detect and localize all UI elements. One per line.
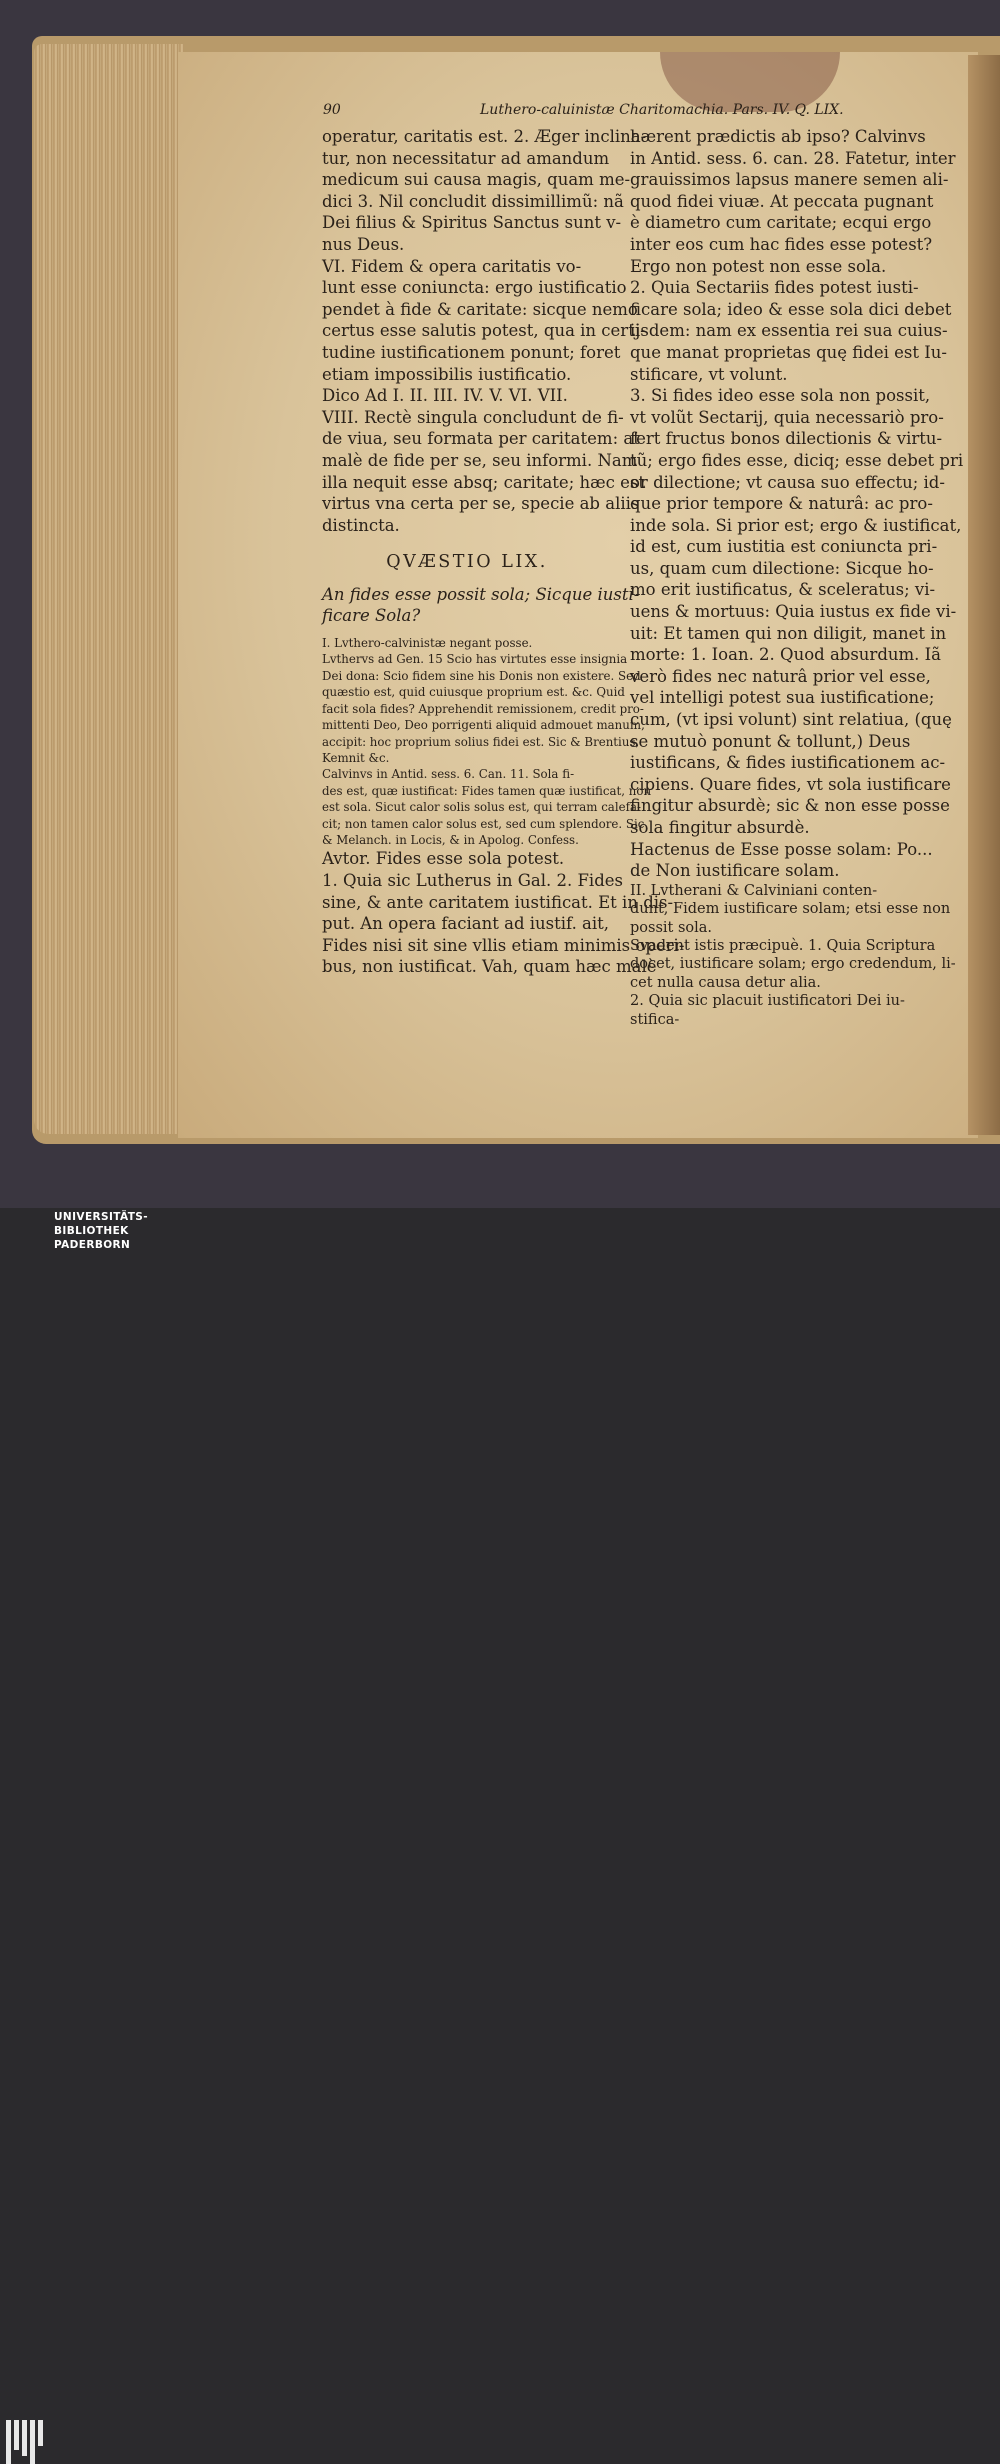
small-text-line: Dei dona: Scio fidem sine his Donis non existere. Sed: [322, 668, 641, 683]
text-line: Avtor. Fides esse sola potest.: [322, 849, 565, 869]
text-line: dici 3. Nil concludit dissimillimũ: nã: [322, 191, 624, 211]
text-line: cum, (vt ipsi volunt) sint relatiua, (quę: [630, 710, 952, 730]
mid-text-line: 2. Quia sic placuit iustificatori Dei iu-: [630, 993, 905, 1010]
text-line: put. An opera faciant ad iustif. ait,: [322, 914, 610, 934]
text-line: Ergo non potest non esse sola.: [630, 256, 887, 276]
library-name-line1: UNIVERSITÄTS-: [54, 1211, 149, 1223]
mid-text-line: cet nulla causa detur alia.: [630, 974, 821, 991]
left-column: [322, 126, 685, 978]
text-line: medicum sui causa magis, quam me-: [322, 170, 631, 190]
small-text-line: Kemnit &c.: [322, 750, 390, 765]
text-line: uens & mortuus: Quia iustus ex fide vi-: [630, 602, 957, 622]
text-line: ficare sola; ideo & esse sola dici debet: [630, 299, 952, 319]
small-text-line: quæstio est, quid cuiusque proprium est. &c. Quid: [322, 685, 625, 700]
scanned-book-image: [0, 0, 1000, 1208]
small-text-line: cit; non tamen calor solus est, sed cum splendore. Sic: [322, 816, 645, 831]
text-line: grauissimos lapsus manere semen ali-: [630, 170, 949, 190]
text-line: or dilectione; vt causa suo effectu; id-: [630, 472, 945, 492]
text-line: malè de fide per se, seu informi. Nam: [322, 450, 638, 470]
text-line: VI. Fidem & opera caritatis vo-: [322, 256, 582, 276]
small-text-line: mittenti Deo, Deo porrigenti aliquid admouet manum,: [322, 718, 645, 733]
text-line: fert fructus bonos dilectionis & virtu-: [630, 429, 943, 449]
mid-text-line: possit sola.: [630, 919, 713, 936]
text-line: è diametro cum caritate; ecqui ergo: [630, 213, 932, 233]
text-line: Fides nisi sit sine vllis etiam minimis operi-: [322, 935, 685, 955]
text-line: distincta.: [322, 515, 400, 535]
text-line: ijsdem: nam ex essentia rei sua cuius-: [630, 321, 948, 341]
library-name-line3: PADERBORN: [54, 1239, 131, 1251]
mid-text-line: stifica-: [630, 1011, 680, 1028]
right-column: [630, 126, 964, 1029]
text-line: tudine iustificationem ponunt; foret: [322, 342, 621, 362]
text-line: Dico Ad I. II. III. IV. V. VI. VII.: [322, 386, 568, 406]
text-line: inde sola. Si prior est; ergo & iustificat,: [630, 515, 962, 535]
small-text-line: facit sola fides? Apprehendit remissionem, credit pro-: [322, 701, 644, 716]
text-line: verò fides nec naturâ prior vel esse,: [630, 666, 931, 686]
text-line: VIII. Rectè singula concludunt de fi-: [322, 407, 624, 427]
small-text-line: Calvinvs in Antid. sess. 6. Can. 11. Sola fi-: [322, 767, 575, 782]
small-text-line: I. Lvthero-calvinistæ negant posse.: [322, 636, 533, 651]
text-line: mo erit iustificatus, & sceleratus; vi-: [630, 580, 936, 600]
text-line: iustificans, & fides iustificationem ac-: [630, 753, 946, 773]
text-line: sola fingitur absurdè.: [630, 818, 810, 837]
text-line: 3. Si fides ideo esse sola non possit,: [630, 386, 931, 406]
question-subtitle-line: ficare Sola?: [322, 606, 421, 626]
page-number: 90: [323, 102, 341, 118]
small-text-line: & Melanch. in Locis, & in Apolog. Confess.: [322, 832, 579, 847]
question-subtitle-line: An fides esse possit sola; Sicque iusti-: [322, 584, 640, 604]
text-line: Dei filius & Spiritus Sanctus sunt v-: [322, 213, 622, 233]
text-line: id est, cum iustitia est coniuncta pri-: [630, 537, 938, 557]
text-line: stificare, vt volunt.: [630, 364, 788, 384]
text-line: illa nequit esse absq; caritate; hæc est: [322, 472, 645, 492]
text-line: vt volũt Sectarij, quia necessariò pro-: [630, 407, 944, 427]
text-line: certus esse salutis potest, qua in certi-: [322, 321, 646, 341]
text-line: us, quam cum dilectione: Sicque ho-: [630, 558, 934, 578]
small-text-line: accipit: hoc proprium solius fidei est. Sic & Brentius,: [322, 734, 640, 749]
text-line: uit: Et tamen qui non diligit, manet in: [630, 623, 947, 643]
text-line: 1. Quia sic Lutherus in Gal. 2. Fides: [322, 870, 624, 890]
text-line: virtus vna certa per se, specie ab aliis: [322, 494, 640, 514]
library-name-line2: BIBLIOTHEK: [54, 1225, 129, 1237]
mid-text-line: Svadent istis præcipuè. 1. Quia Scriptura: [630, 938, 936, 954]
text-line: fingitur absurdè; sic & non esse posse: [630, 796, 950, 816]
facing-page-edge: [968, 55, 1000, 1135]
text-line: cipiens. Quare fides, vt sola iustificare: [630, 774, 951, 794]
small-text-line: Lvthervs ad Gen. 15 Scio has virtutes esse insignia: [322, 652, 628, 667]
text-line: Hactenus de Esse posse solam: Po...: [630, 839, 933, 859]
text-line: que manat proprietas quę fidei est Iu-: [630, 342, 947, 362]
text-line: de viua, seu formata per caritatem: at: [322, 429, 640, 449]
text-line: morte: 1. Ioan. 2. Quod absurdum. Iã: [630, 645, 942, 665]
small-text-line: est sola. Sicut calor solis solus est, qui terram calefa-: [322, 800, 641, 815]
text-line: hærent prædictis ab ipso? Calvinvs: [630, 127, 926, 146]
small-text-line: des est, quæ iustificat: Fides tamen quæ iustificat, non: [322, 783, 652, 798]
mid-text-line: docet, iustificare solam; ergo credendum, li-: [630, 956, 956, 973]
text-line: tur, non necessitatur ad amandum: [322, 148, 610, 168]
question-title: QVÆSTIO LIX.: [386, 552, 548, 573]
text-line: tũ; ergo fides esse, diciq; esse debet pri: [630, 450, 964, 470]
mid-text-line: dunt, Fidem iustificare solam; etsi esse non: [630, 901, 951, 918]
text-line: se mutuò ponunt & tollunt,) Deus: [630, 731, 911, 751]
library-logo-icon: [6, 2420, 44, 2464]
text-line: pendet à fide & caritate: sicque nemo: [322, 299, 638, 319]
text-line: nus Deus.: [322, 234, 405, 254]
text-line: 2. Quia Sectariis fides potest iusti-: [630, 278, 919, 298]
text-line: operatur, caritatis est. 2. Æger inclina-: [322, 127, 647, 146]
running-head: Luthero-caluinistæ Charitomachia. Pars. IV. Q. LIX.: [480, 102, 844, 118]
library-footer: [0, 1208, 1000, 1259]
text-line: que prior tempore & naturâ: ac pro-: [630, 494, 933, 514]
text-line: inter eos cum hac fides esse potest?: [630, 234, 933, 254]
text-line: in Antid. sess. 6. can. 28. Fatetur, inter: [630, 148, 956, 168]
page-edges: [34, 44, 184, 1134]
text-line: etiam impossibilis iustificatio.: [322, 364, 572, 384]
text-line: sine, & ante caritatem iustificat. Et in dis-: [322, 892, 674, 912]
text-line: lunt esse coniuncta: ergo iustificatio: [322, 278, 627, 298]
text-line: vel intelligi potest sua iustificatione;: [630, 688, 935, 708]
text-line: quod fidei viuæ. At peccata pugnant: [630, 191, 934, 211]
text-line: bus, non iustificat. Vah, quam hæc malè: [322, 957, 657, 977]
mid-text-line: II. Lvtherani & Calviniani conten-: [630, 882, 878, 899]
text-line: de Non iustificare solam.: [630, 861, 840, 881]
